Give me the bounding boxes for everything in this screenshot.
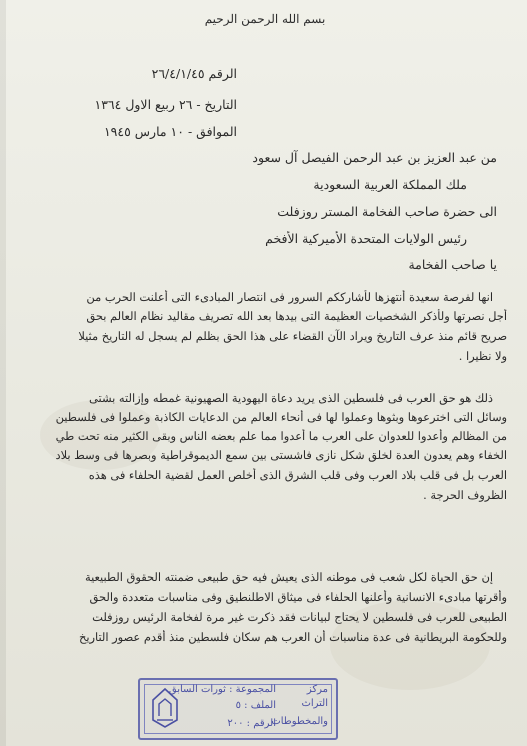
gregorian-date: الموافق - ١٠ مارس ١٩٤٥ [103, 124, 237, 139]
stamp-heritage: التراث [301, 698, 328, 709]
paragraph-2-line: ذلك هو حق العرب فى فلسطين الذى يريد دعاة اليهودية الصهيونية غمطه وإزالته بشتى [89, 391, 493, 405]
paragraph-1-line: أجل نصرتها ولأذكر الشخصيات العظيمة التى بيدها بعد الله تصريف مقاليد نظام العالم بحق [86, 309, 507, 323]
paragraph-3-line: وأقرتها مبادىء الانسانية وأعلنها الحلفاء فى ميثاق الاطلنطيق وفى مناسبات متعددة والحق [89, 590, 507, 604]
paragraph-2-line: من المظالم وأعدوا للعدوان على العرب ما أعدوا مما علم بعضه الناس وبقى الكثير منه تحت طي [55, 429, 507, 443]
paragraph-2-line: الخفاء وهم يعدون العدة لخلق شكل نازى فاشستى بين سمع الديموقراطية وبصرها فى وسط بلاد [55, 448, 507, 462]
reference-number: الرقم ٢٦/٤/١/٤٥ [151, 66, 237, 81]
paragraph-2-line: وسائل التى اخترعوها وبثوها وعملوا لها فى أنحاء العالم من الدعايات الكاذبة وعملوا فى فلسطين [55, 410, 507, 424]
paragraph-1-line: صريح قائم منذ عرف التاريخ ويراد الآن القضاء على هذا الحق بظلم لم يسجل له التاريخ مثيلا [78, 329, 507, 343]
salutation: يا صاحب الفخامة [408, 257, 497, 272]
paragraph-1-line: ولا نظيرا . [458, 349, 507, 363]
paragraph-3-line: وللحكومة البريطانية فى عدة مناسبات أن العرب هم سكان فلسطين منذ أقدم عصور التاريخ [78, 630, 507, 644]
paragraph-2-line: الظروف الحرجة . [423, 488, 507, 502]
recipient-title: رئيس الولايات المتحدة الأميركية الأفخم [265, 231, 467, 246]
paragraph-2-line: العرب بل فى قلب بلاد العرب وفى قلب الشرق الذى أخلص العمل لقضية الحلفاء فى هذه [88, 468, 507, 482]
sender-line: من عبد العزيز بن عبد الرحمن الفيصل آل سعود [252, 150, 497, 165]
stamp-number: الرقم : ٢٠٠ [227, 718, 276, 729]
archive-stamp [138, 678, 338, 740]
hijri-date: التاريخ - ٢٦ ربيع الاول ١٣٦٤ [94, 97, 237, 112]
stamp-manuscripts: والمخطوطات [271, 716, 328, 727]
stamp-collection: المجموعة : ثورات السابق [168, 684, 276, 695]
stamp-file: الملف : ٥ [235, 700, 276, 711]
paragraph-3-line: الطبيعى للعرب فى فلسطين لا يحتاج لبيانات فقد ذكرت غير مرة لفخامة الرئيس روزفلت [92, 610, 507, 624]
scan-edge [0, 0, 6, 746]
stamp-center-label: مركز [306, 684, 328, 695]
paragraph-3-line: إن حق الحياة لكل شعب فى موطنه الذى يعيش فيه حق طبيعى ضمنته الحقوق الطبيعية [85, 570, 493, 584]
paragraph-1-line: انها لفرصة سعيدة أنتهزها لأشارككم السرور فى انتصار المبادىء التى أعلنت الحرب من [86, 290, 493, 304]
basmala-header: بسم الله الرحمن الرحيم [204, 12, 326, 26]
sender-title: ملك المملكة العربية السعودية [313, 177, 467, 192]
recipient-line: الى حضرة صاحب الفخامة المستر روزفلت [277, 204, 497, 219]
